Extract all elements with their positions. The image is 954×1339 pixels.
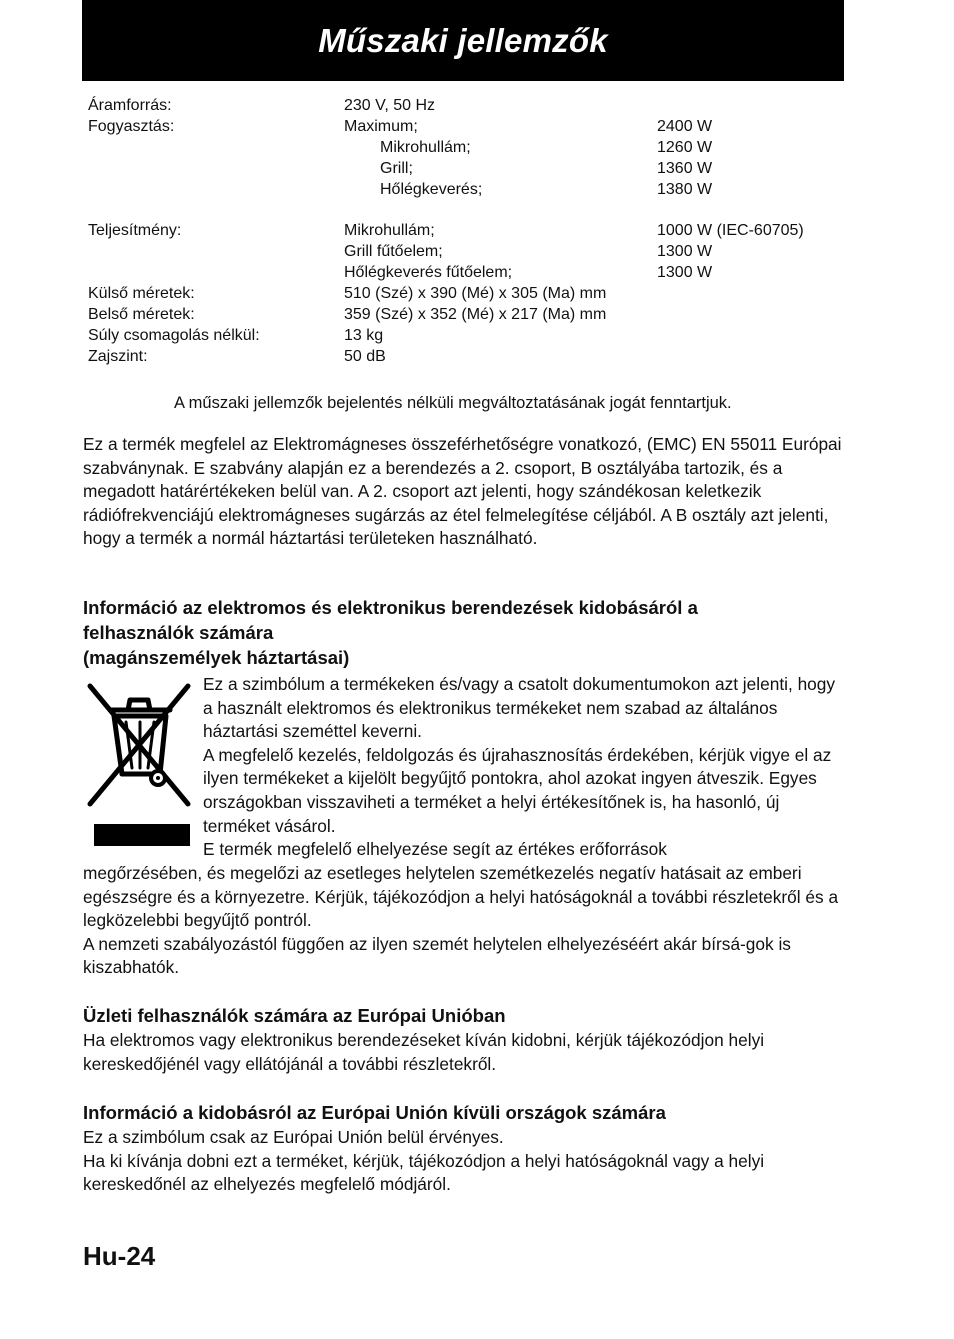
spec-value: 1300 W <box>657 264 713 282</box>
spec-row-power-source <box>88 96 848 117</box>
weee-heading-line2: felhasználók számára <box>83 622 274 643</box>
spec-label: Külső méretek: <box>88 285 195 303</box>
weee-heading <box>83 595 846 670</box>
spec-subname: Grill fűtőelem; <box>344 243 443 261</box>
spec-label: Súly csomagolás nélkül: <box>88 326 260 344</box>
weee-paragraph-4: A nemzeti szabályozástól függően az ilyen szemét helytelen elhelyezéséért akár bírsá-gok is kiszabhatók. <box>83 933 791 978</box>
emc-paragraph: Ez a termék megfelel az Elektromágneses összeférhetőségre vonatkozó, (EMC) EN 55011 Európai szabványnak. E szabvány alapján ez a berendezés a 2. csoport, B osztályába tartozik, és a megadott határértékeken belül van. A 2. csoport azt jelenti, hogy szándékosan keletkezik rádiófrekvenciájú elektromágneses sugárzás az étel felmelegítése céljából. A B osztály azt jelenti, hogy a termék a normál háztartási területeken használható. <box>83 434 842 549</box>
spec-gap <box>88 200 848 221</box>
spec-row-weight <box>88 326 848 347</box>
page-number: Hu-24 <box>83 1241 156 1271</box>
spec-value: 1380 W <box>657 180 713 198</box>
page-title: Műszaki jellemzők <box>318 21 608 59</box>
spec-subname: Mikrohullám; <box>380 138 471 156</box>
weee-text-block <box>203 673 843 862</box>
title-bar <box>82 0 844 81</box>
spec-value: 510 (Szé) x 390 (Mé) x 305 (Ma) mm <box>344 285 607 303</box>
spec-value: 1260 W <box>657 138 713 156</box>
business-text: Ha elektromos vagy elektronikus berendezéseket kíván kidobni, kérjük tájékozódjon helyi kereskedőjénél vagy ellátójánál a további részletekről. <box>83 1030 765 1074</box>
weee-heading-line3: (magánszemélyek háztartásai) <box>83 647 350 668</box>
spec-label: Belső méretek: <box>88 305 195 323</box>
change-note: A műszaki jellemzők bejelentés nélküli megváltoztatásának jogát fenntartjuk. <box>174 394 732 412</box>
spec-value: 1300 W <box>657 243 713 261</box>
spec-subname: Maximum; <box>344 117 418 135</box>
spec-value: 230 V, 50 Hz <box>344 97 436 114</box>
spec-row-inner-dims <box>88 305 848 326</box>
weee-paragraph-3-cont: megőrzésében, és megelőzi az esetleges helytelen szemétkezelés negatív hatásait az emberi egészségre és a környezetre. Kérjük, tájékozódjon a helyi hatóságoknál a további részletekről és a legközelebbi begyűjtő pontról. <box>83 863 839 931</box>
non-eu-line-2: Ha ki kívánja dobni ezt a terméket, kérjük, tájékozódjon a helyi hatóságoknál vagy a helyi kereskedőnél az elhelyezés megfelelő módjáról. <box>83 1150 765 1195</box>
spec-label: Zajszint: <box>88 347 148 365</box>
spec-label: Fogyasztás: <box>88 117 175 135</box>
spec-value: 1000 W (IEC-60705) <box>657 222 804 240</box>
non-eu-heading: Információ a kidobásról az Európai Unión kívüli országok számára <box>83 1102 666 1123</box>
weee-heading-line1: Információ az elektromos és elektronikus berendezések kidobásáról a <box>83 597 698 618</box>
spec-row-noise <box>88 347 848 368</box>
non-eu-line-1: Ez a szimbólum csak az Európai Unión belül érvényes. <box>83 1127 504 1147</box>
weee-paragraph-3-start: E termék megfelelő elhelyezése segít az értékes erőforrások <box>203 839 667 860</box>
spec-row-consumption <box>88 117 848 138</box>
spec-subname: Mikrohullám; <box>344 222 435 240</box>
spec-row-consumption-sub <box>88 159 848 180</box>
spec-value: 359 (Szé) x 352 (Mé) x 217 (Ma) mm <box>344 305 607 323</box>
weee-paragraph-2: A megfelelő kezelés, feldolgozás és újrahasznosítás érdekében, kérjük vigye el az ilyen termékeket a kijelölt begyűjtő pontokra, ahol azokat ingyen átveszik. Egyes országokban visszaviheti a terméket a helyi értékesítőnek is, ha hasonló, új terméket vásárol. <box>203 744 832 836</box>
spec-row-output-sub <box>88 242 848 263</box>
spec-value: 1360 W <box>657 159 713 177</box>
spec-row-output-sub <box>88 263 848 284</box>
spec-row-output <box>88 221 848 242</box>
weee-text-continued <box>83 862 846 980</box>
spec-value: 13 kg <box>344 326 384 344</box>
spec-subname: Hőlégkeverés fűtőelem; <box>344 264 513 282</box>
spec-subname: Grill; <box>380 159 413 177</box>
spec-row-consumption-sub <box>88 180 848 201</box>
weee-paragraph-1: Ez a szimbólum a termékeken és/vagy a csatolt dokumentumokon azt jelenti, hogy a használt elektromos és elektronikus termékeket nem szabad az általános háztartási szeméttel keverni. <box>203 674 836 742</box>
spec-row-outer-dims <box>88 284 848 305</box>
spec-row-consumption-sub <box>88 138 848 159</box>
business-heading: Üzleti felhasználók számára az Európai Unióban <box>83 1005 506 1026</box>
crossed-out-wheeled-bin-icon <box>84 680 194 848</box>
spec-label: Áramforrás: <box>88 97 172 114</box>
non-eu-text <box>83 1126 846 1197</box>
spec-value: 2400 W <box>657 117 713 135</box>
spec-table <box>88 96 848 368</box>
spec-label: Teljesítmény: <box>88 222 182 240</box>
spec-subname: Hőlégkeverés; <box>380 180 483 198</box>
spec-value: 50 dB <box>344 347 386 365</box>
